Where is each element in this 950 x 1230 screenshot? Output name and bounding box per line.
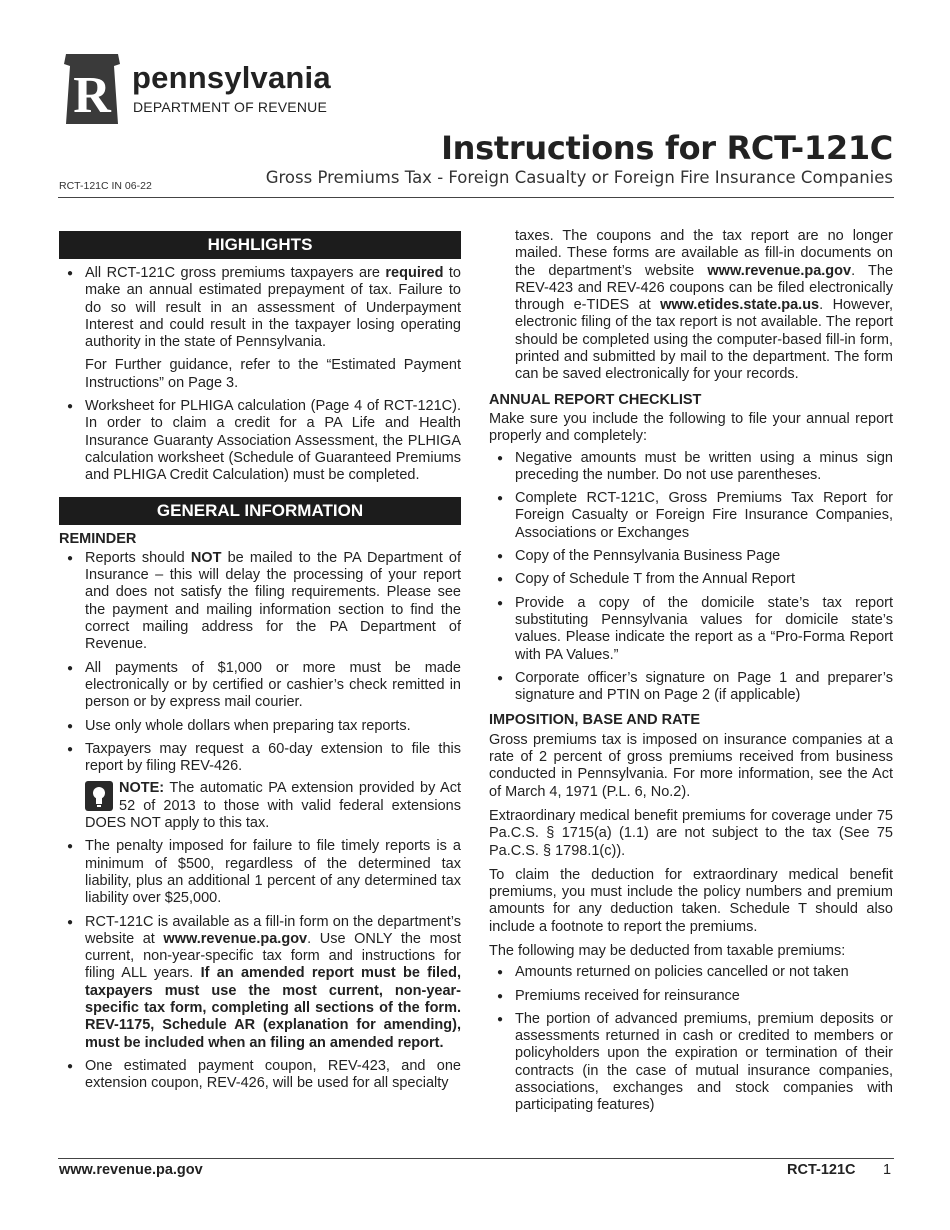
list-item: ● Complete RCT-121C, Gross Premiums Tax Report for Foreign Casualty or Foreign Fire Insurance Companies, Associations or Exchanges (489, 490, 893, 542)
list-item: ● Reports should NOT be mailed to the PA Department of Insurance – this will delay the processing of your report and does not satisfy the filing requirements. Please see the payment and mailing information section to find the correct mailing address for the PA Department of Revenue. (59, 550, 461, 654)
list-item: ● Corporate officer’s signature on Page 1 and preparer’s signature and PTIN on Page 2 (if applicable) (489, 670, 893, 705)
website-link[interactable]: www.revenue.pa.gov (163, 930, 308, 947)
logo-letter: R (73, 67, 111, 124)
list-item: ● Copy of Schedule T from the Annual Report (489, 571, 893, 588)
note-block: NOTE: The automatic PA extension provided by Act 52 of 2013 to those with valid federal extensions DOES NOT apply to this tax. (85, 780, 461, 832)
keystone-logo-icon (58, 52, 126, 126)
highlights-heading: HIGHLIGHTS (59, 231, 461, 259)
imposition-heading: IMPOSITION, BASE AND RATE (489, 712, 701, 729)
list-item: ● Negative amounts must be written using a minus sign preceding the number. Do not use parentheses. (489, 450, 893, 485)
page-subtitle: Gross Premiums Tax - Foreign Casualty or Foreign Fire Insurance Companies (265, 168, 893, 187)
footer-divider (58, 1158, 894, 1159)
list-item: ● RCT-121C is available as a fill-in form on the department’s website at www.revenue.pa.gov. Use ONLY the most current, non-year-specific tax form and instructions for filing ALL years. If an amended report must be filed, taxpayers must use the most current, non-year-specific tax form, completing all sections of the form. REV-1175, Schedule AR (explanation for amending), must be included when an filing an amended report. (59, 914, 461, 1052)
form-code: RCT-121C IN 06-22 (59, 180, 152, 192)
paragraph: Gross premiums tax is imposed on insurance companies at a rate of 2 percent of gross premiums received from business conducted in Pennsylvania. For more information, see the Act of March 4, 1971 (P.L. 6, No.2). (489, 731, 893, 800)
list-item: ● Use only whole dollars when preparing tax reports. (59, 718, 461, 735)
logo-department: DEPARTMENT OF REVENUE (133, 99, 328, 115)
header-divider (58, 197, 894, 198)
general-info-heading: GENERAL INFORMATION (59, 497, 461, 525)
website-link[interactable]: www.revenue.pa.gov (707, 262, 852, 279)
lightbulb-icon (85, 781, 113, 811)
footer-form: RCT-121C (787, 1162, 856, 1178)
note-label: NOTE: (119, 780, 165, 797)
page-title: Instructions for RCT-121C (441, 129, 893, 167)
right-column (489, 228, 893, 1115)
continued-paragraph: taxes. The coupons and the tax report are no longer mailed. These forms are available as fill-in documents on the department’s website www.revenue.pa.gov. The REV-423 and REV-426 coupons can be filed electronically through e-TIDES at www.etides.state.pa.us. However, electronic filing of the tax report is not available. The report should be completed using the computer-based fill-in form, printed and submitted by mail to the department. The form can be saved electronically for your records. (515, 228, 894, 383)
highlight-subnote: For Further guidance, refer to the “Estimated Payment Instructions” on Page 3. (85, 357, 461, 391)
etides-link[interactable]: www.etides.state.pa.us (660, 297, 820, 314)
list-item: ● All RCT-121C gross premiums taxpayers are required to make an annual estimated prepayment of tax. Failure to do so will result in an assessment of Underpayment Interest and could result in the taxpayer losing operating authority in the state of Pennsylvania. (59, 265, 461, 351)
list-item: ● One estimated payment coupon, REV-423, and one extension coupon, REV-426, will be used for all specialty (59, 1058, 461, 1093)
list-item: ● Premiums received for reinsurance (489, 988, 893, 1005)
list-item: ● Provide a copy of the domicile state’s tax report substituting Pennsylvania values for domicile state’s values. Please indicate the report as a “Pro-Forma Report with PA Values.” (489, 595, 893, 664)
list-item: ● Worksheet for PLHIGA calculation (Page 4 of RCT-121C). In order to claim a credit for a PA Life and Health Insurance Guaranty Association Assessment, the PLHIGA calculation worksheet (Schedule of Guaranteed Premiums and PLHIGA Credit Calculation) must be completed. (59, 398, 461, 484)
list-item: ● The portion of advanced premiums, premium deposits or assessments returned in cash or credited to members or policyholders upon the expiration or termination of their contracts (in the case of mutual insurance companies, associations, exchanges and stock companies with participating features) (489, 1011, 893, 1115)
left-column (59, 231, 461, 1092)
logo-wordmark: pennsylvania (132, 60, 331, 95)
list-item: ● The penalty imposed for failure to file timely reports is a minimum of $500, regardless of the determined tax liability, plus an additional 1 percent of any determined tax liability over $25,000. (59, 838, 461, 907)
footer-url[interactable]: www.revenue.pa.gov (59, 1162, 203, 1178)
checklist-intro: Make sure you include the following to file your annual report properly and completely: (489, 410, 893, 445)
list-item: ● Copy of the Pennsylvania Business Page (489, 548, 893, 565)
list-item: ● All payments of $1,000 or more must be made electronically or by certified or cashier’s check remitted in person or by express mail courier. (59, 660, 461, 712)
list-item: ● Taxpayers may request a 60-day extension to file this report by filing REV-426. (59, 741, 461, 776)
paragraph: To claim the deduction for extraordinary medical benefit premiums, you must include the policy numbers and premium amounts for any deduction taken. Schedule T should also include a footnote to report the premiums. (489, 866, 893, 935)
reminder-heading: REMINDER (59, 530, 137, 547)
paragraph: The following may be deducted from taxable premiums: (489, 942, 846, 959)
list-item: ● Amounts returned on policies cancelled or not taken (489, 964, 893, 981)
page-number: 1 (883, 1162, 892, 1178)
paragraph: Extraordinary medical benefit premiums for coverage under 75 Pa.C.S. § 1715(a) (1.1) are not subject to the tax (See 75 Pa.C.S. § 1798.1(c)). (489, 807, 893, 859)
checklist-heading: ANNUAL REPORT CHECKLIST (489, 391, 702, 408)
